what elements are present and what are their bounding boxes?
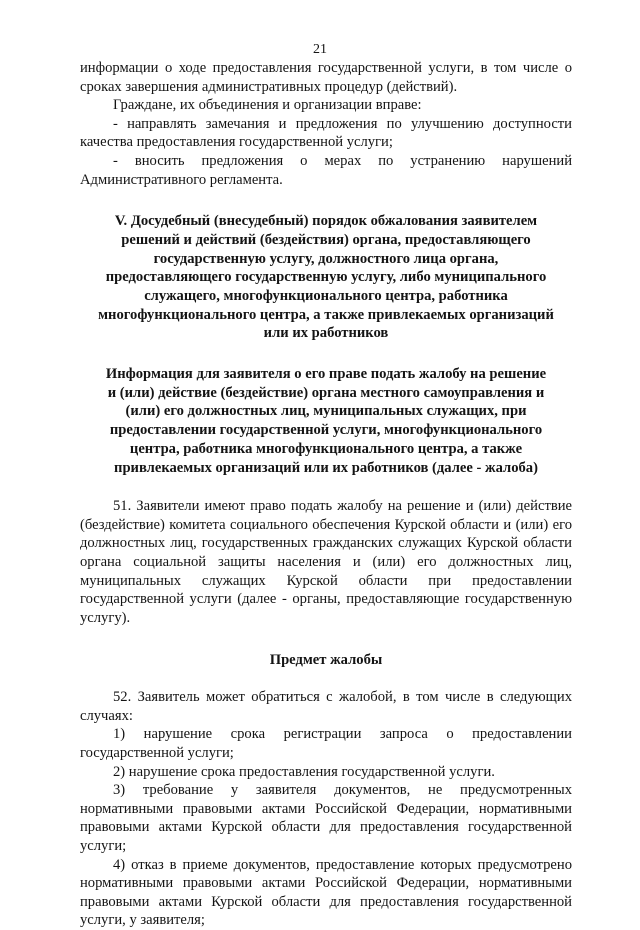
- paragraph-52-item-1: 1) нарушение срока регистрации запроса о предоставлении государственной услуги;: [80, 726, 572, 761]
- paragraph-rights-intro: Граждане, их объединения и организации вправе:: [113, 97, 422, 114]
- section-heading-line: служащего, многофункционального центра, работника: [144, 287, 508, 304]
- paragraph-51: 51. Заявители имеют право подать жалобу на решение и (или) действие (бездействие) комитета социального обеспечения Курской области и (или) его должностных лиц, государственных гражданских служащих Курской области органа социальной защиты населения и (или) его должностных лиц, муниципальных служащих Курской области при предоставлении государственной услуги (далее - органы, предоставляющие государственную услугу).: [80, 498, 572, 626]
- section-heading-line: V. Досудебный (внесудебный) порядок обжалования заявителем: [114, 213, 538, 230]
- document-body: [80, 59, 572, 930]
- paragraph-52: 52. Заявитель может обратиться с жалобой, в том числе в следующих случаях:: [80, 689, 572, 724]
- info-heading: [80, 365, 572, 477]
- subject-heading: Предмет жалобы: [269, 652, 383, 669]
- section-heading-line: или их работников: [263, 325, 389, 342]
- page-number: 21: [313, 42, 327, 57]
- paragraph-continuation: информации о ходе предоставления государственной услуги, в том числе о сроках завершения административных процедур (действий).: [80, 60, 572, 95]
- section-heading: [80, 212, 572, 343]
- section-heading-line: государственную услугу, должностного лица органа,: [153, 250, 499, 267]
- info-heading-line: привлекаемых организаций или их работников (далее - жалоба): [114, 459, 538, 476]
- section-heading-line: многофункционального центра, а также привлекаемых организаций: [98, 306, 554, 323]
- paragraph-52-item-4: 4) отказ в приеме документов, предоставление которых предусмотрено нормативными правовыми актами Российской Федерации, нормативными правовыми актами Курской области для предоставления государственной услуги, у заявителя;: [80, 856, 572, 929]
- info-heading-line: и (или) действие (бездействие) органа местного самоуправления и: [107, 384, 545, 401]
- paragraph-right-remarks: - направлять замечания и предложения по улучшению доступности качества предоставления государственной услуги;: [80, 115, 572, 151]
- info-heading-line: центра, работника многофункционального центра, а также: [129, 440, 523, 457]
- paragraph-52-item-2: 2) нарушение срока предоставления государственной услуги.: [113, 763, 495, 780]
- info-heading-line: предоставлении государственной услуги, многофункционального: [109, 422, 543, 439]
- info-heading-line: Информация для заявителя о его праве подать жалобу на решение: [105, 366, 547, 383]
- paragraph-right-proposals: - вносить предложения о мерах по устранению нарушений Административного регламента.: [80, 152, 572, 188]
- section-heading-line: решений и действий (бездействия) органа, предоставляющего: [121, 231, 531, 248]
- section-heading-line: предоставляющего государственную услугу, либо муниципального: [105, 269, 547, 286]
- paragraph-52-item-3: 3) требование у заявителя документов, не предусмотренных нормативными правовыми актами Российской Федерации, нормативными правовыми актами Курской области для предоставления государственной услуги;: [80, 782, 572, 854]
- info-heading-line: (или) его должностных лиц, муниципальных служащих, при: [125, 403, 527, 420]
